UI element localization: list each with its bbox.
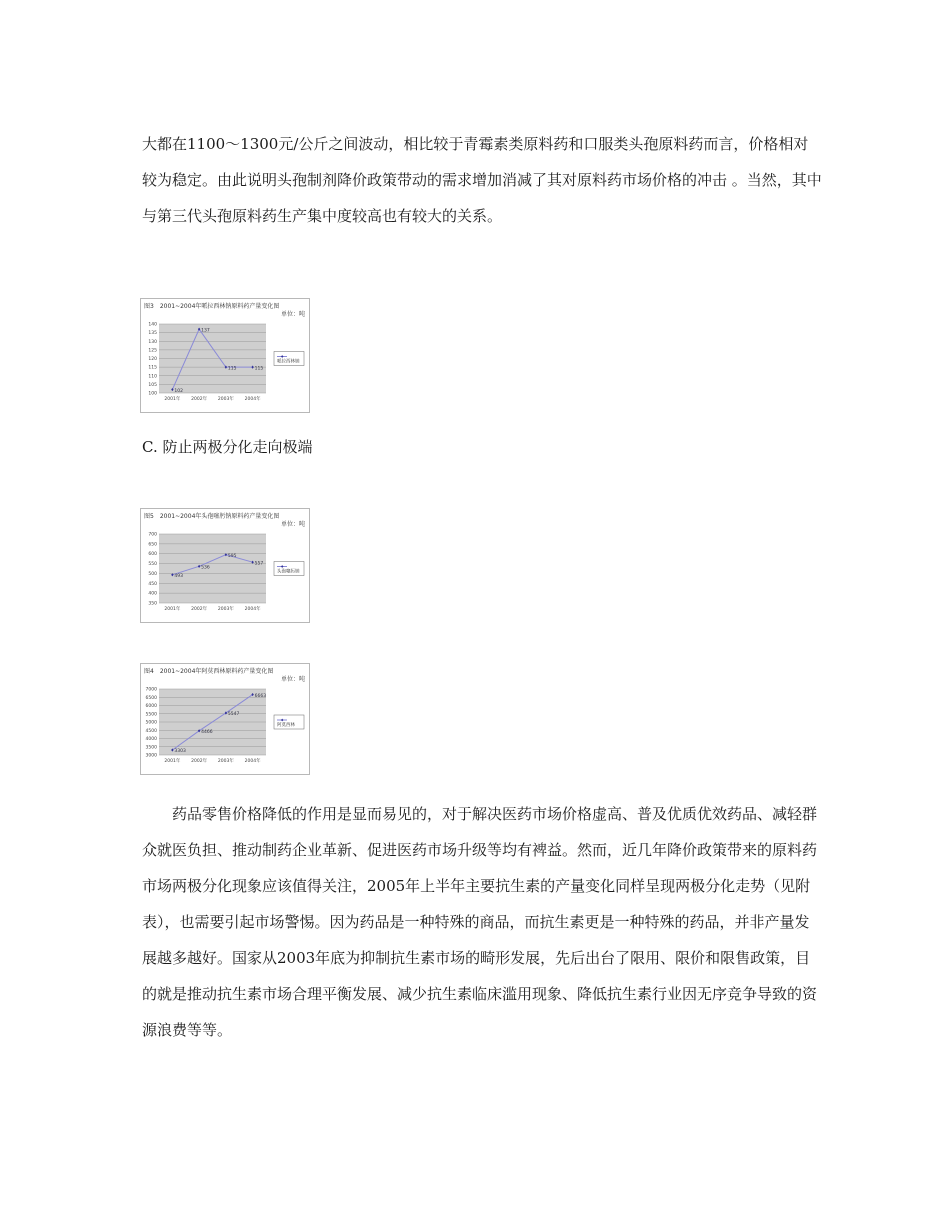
x-tick-label: 2001年	[164, 397, 181, 402]
x-tick-label: 2001年	[164, 607, 181, 612]
chart-unit: 单位：吨	[280, 676, 305, 683]
x-tick-label: 2003年	[217, 397, 234, 402]
y-tick-label: 6500	[145, 695, 157, 701]
chart-svg	[141, 509, 309, 622]
data-label: 595	[227, 553, 237, 559]
chart-unit: 单位：吨	[280, 521, 305, 528]
y-tick-label: 115	[148, 365, 157, 371]
chart-title: 图5 2001~2004年头孢噻肟钠原料药产量变化图	[144, 513, 280, 520]
chart-svg	[141, 299, 309, 412]
chart-figure-5	[140, 508, 310, 623]
x-tick-label: 2004年	[244, 397, 261, 402]
section-heading: C. 防止两极分化走向极端	[142, 438, 313, 456]
y-tick-label: 350	[148, 601, 157, 607]
y-tick-label: 450	[148, 581, 157, 587]
x-tick-label: 2004年	[244, 607, 261, 612]
y-tick-label: 125	[148, 348, 157, 354]
data-label: 493	[174, 574, 183, 580]
data-label: 137	[201, 328, 210, 334]
y-tick-label: 400	[148, 591, 157, 597]
legend-label: 头孢噻肟钠	[277, 569, 300, 575]
chart-figure-3	[140, 298, 310, 413]
legend-label: 哌拉西林钠	[277, 359, 300, 365]
data-label: 102	[174, 388, 183, 394]
y-tick-label: 4500	[145, 728, 157, 734]
y-tick-label: 700	[148, 532, 157, 538]
chart-figure-4	[140, 663, 310, 775]
x-tick-label: 2002年	[191, 397, 208, 402]
data-label: 5547	[227, 712, 240, 718]
y-tick-label: 5000	[145, 720, 157, 726]
data-label: 536	[201, 565, 210, 571]
y-tick-label: 6000	[145, 704, 157, 709]
y-tick-label: 650	[148, 542, 157, 548]
paragraph-polarization: 药品零售价格降低的作用是显而易见的，对于解决医药市场价格虚高、普及优质优效药品、减轻群众就医负担、推动制药企业革新、促进医药市场升级等均有裨益。然而，近几年降价政策带来的原料药市场两极分化现象应该值得关注，2005年上半年主要抗生素的产量变化同样呈现两极分化走势（见附表），也需要引起市场警惕。因为药品是一种特殊的商品，而抗生素更是一种特殊的药品，并非产量发展越多越好。国家从2003年底为抑制抗生素市场的畸形发展，先后出台了限用、限价和限售政策，目的就是推动抗生素市场合理平衡发展、减少抗生素临床滥用现象、降低抗生素行业因无序竞争导致的资源浪费等等。	[142, 805, 818, 1039]
y-tick-label: 100	[148, 391, 157, 397]
y-tick-label: 7000	[145, 687, 157, 693]
x-tick-label: 2002年	[191, 607, 208, 612]
chart-svg	[141, 664, 309, 774]
x-tick-label: 2003年	[217, 759, 234, 764]
x-tick-label: 2003年	[217, 607, 234, 612]
y-tick-label: 500	[148, 571, 157, 577]
y-tick-label: 3000	[145, 753, 157, 759]
paragraph-price-stability: 大都在1100～1300元/公斤之间波动，相比较于青霉素类原料药和口服类头孢原料药而言，价格相对较为稳定。由此说明头孢制剂降价政策带动的需求增加消减了其对原料药市场价格的冲击 。当然，其中与第三代头孢原料药生产集中度较高也有较大的关系。	[142, 135, 822, 225]
data-label: 6663	[254, 693, 267, 699]
y-tick-label: 5500	[145, 712, 157, 718]
data-label: 115	[254, 366, 264, 372]
chart-title: 图4 2001~2004年阿莫西林原料药产量变化图	[144, 668, 274, 675]
chart-unit: 单位：吨	[280, 311, 305, 318]
x-tick-label: 2001年	[164, 759, 181, 764]
y-tick-label: 3500	[145, 745, 157, 751]
data-label: 4466	[201, 730, 213, 736]
y-tick-label: 140	[148, 322, 157, 328]
y-tick-label: 4000	[145, 737, 157, 742]
y-tick-label: 120	[148, 357, 157, 362]
data-label: 557	[254, 561, 264, 567]
legend-label: 阿莫西林	[277, 723, 295, 728]
y-tick-label: 550	[148, 562, 157, 568]
data-label: 115	[227, 366, 237, 372]
chart-title: 图3 2001~2004年哌拉西林钠原料药产量变化图	[144, 303, 280, 310]
y-tick-label: 600	[148, 552, 157, 558]
plot-area	[159, 534, 266, 603]
x-tick-label: 2002年	[191, 759, 208, 764]
data-label: 3303	[174, 749, 186, 755]
y-tick-label: 110	[148, 374, 157, 380]
y-tick-label: 135	[148, 331, 157, 337]
y-tick-label: 130	[148, 339, 157, 345]
x-tick-label: 2004年	[244, 759, 261, 764]
y-tick-label: 105	[148, 382, 157, 388]
